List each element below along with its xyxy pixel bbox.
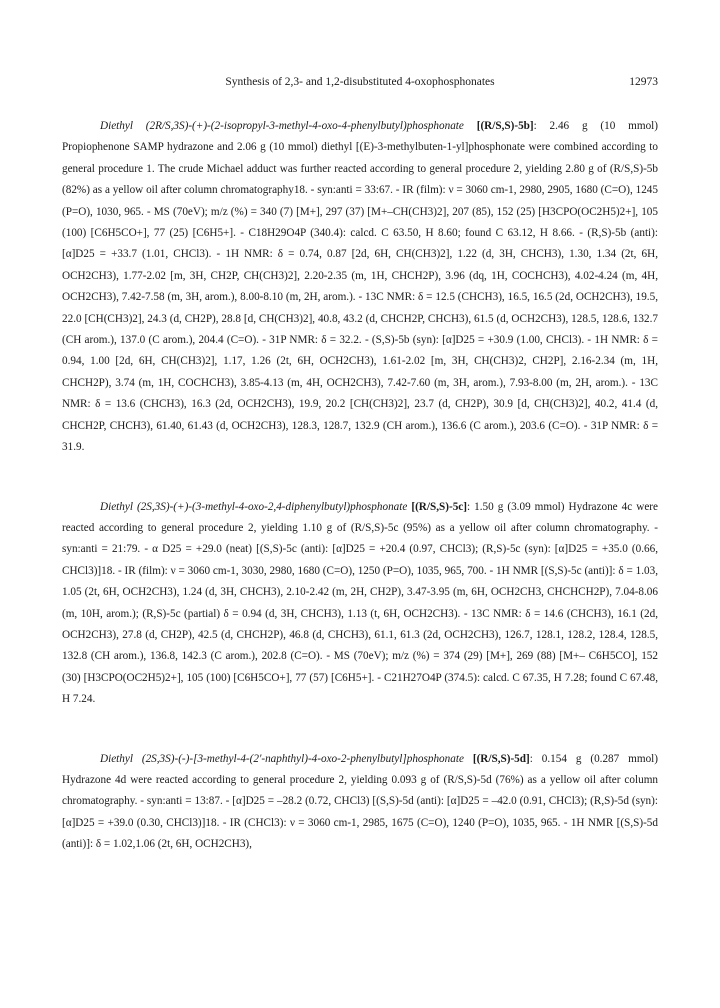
compound-name: Diethyl (2R/S,3S)-(+)-(2-isopropyl-3-methyl-4-oxo-4-phenylbutyl)phosphonate (100, 120, 464, 132)
paragraph-body: : 1.50 g (3.09 mmol) Hydrazone 4c were reacted according to general procedure 2, yielding 1.10 g of (R/S,S)-5c (95%) as a yellow oil after column chromatography. - syn:anti = 21:79. - α D25 = +29.0 (neat) [(S,S)-5c (anti): [α]D25 = +20.4 (0.97, CHCl3); (R,S)-5c (syn): [α]D25 = +35.0 (0.66, CHCl3)]18. - IR (film): ν = 3060 cm-1, 3030, 2980, 1680 (C=O), 1250 (P=O), 1035, 965, 700. - 1H NMR [(S,S)-5c (anti)]: δ = 1.03, 1.05 (2t, 6H, OCH2CH3), 1.24 (d, 3H, CHCH3), 2.10-2.42 (m, 2H, CH2P), 3.47-3.95 (m, 6H, OCH2CH3, CHCHCH2P), 7.04-8.06 (m, 10H, arom.); (R,S)-5c (partial) δ = 0.94 (d, 3H, CHCH3), 1.13 (t, 6H, OCH2CH3). - 13C NMR: δ = 14.6 (CHCH3), 16.1 (2d, OCH2CH3), 27.8 (d, CH2P), 42.5 (d, CHCH2P), 46.8 (d, CHCH3), 61.1, 61.3 (2d, OCH2CH3), 126.7, 128.1, 128.2, 128.4, 128.5, 132.8 (CH arom.), 136.8, 142.3 (C arom.), 202.8 (C=O). - MS (70eV); m/z (%) = 374 (29) [M+], 269 (88) [M+– C6H5CO], 152 (30) [H3CPO(OC2H5)2+], 105 (100) [C6H5CO+], 77 (57) [C6H5+]. - C21H27O4P (374.5): calcd. C 67.35, H 7.28; found C 67.48, H 7.24. (62, 500, 658, 706)
running-title: Synthesis of 2,3- and 1,2-disubstituted 4-oxophosphonates (225, 76, 495, 88)
compound-ref: [(R/S,S)-5b] (476, 120, 534, 132)
compound-name: Diethyl (2S,3S)-(+)-(3-methyl-4-oxo-2,4-diphenylbutyl)phosphonate (100, 500, 408, 513)
running-header (62, 76, 658, 94)
page-number: 12973 (629, 76, 658, 88)
paragraph-body: : 0.154 g (0.287 mmol) Hydrazone 4d were reacted according to general procedure 2, yielding 0.093 g of (R/S,S)-5d (76%) as a yellow oil after column chromatography. - syn:anti = 13:87. - [α]D25 = –28.2 (0.72, CHCl3) [(S,S)-5d (anti): [α]D25 = –42.0 (0.91, CHCl3); (R,S)-5d (syn): [α]D25 = +39.0 (0.30, CHCl3)]18. - IR (CHCl3): ν = 3060 cm-1, 2985, 1675 (C=O), 1240 (P=O), 1035, 965. - 1H NMR [(S,S)-5d (anti)]: δ = 1.02,1.06 (2t, 6H, OCH2CH3), (62, 752, 658, 851)
experimental-paragraph-5b (62, 116, 658, 459)
experimental-paragraph-5d (62, 749, 658, 856)
compound-ref: [(R/S,S)-5c] (411, 500, 467, 513)
experimental-paragraph-5c (62, 497, 658, 711)
compound-name: Diethyl (2S,3S)-(-)-[3-methyl-4-(2'-naphthyl)-4-oxo-2-phenylbutyl]phosphonate (100, 752, 464, 765)
compound-ref: [(R/S,S)-5d] (472, 752, 530, 765)
paragraph-body: : 2.46 g (10 mmol) Propiophenone SAMP hydrazone and 2.06 g (10 mmol) diethyl [(E)-3-methylbuten-1-yl]phosphonate were combined according to general procedure 1. The crude Michael adduct was further reacted according to general procedure 2, yielding 2.80 g of (R/S,S)-5b (82%) as a yellow oil after column chromatography18. - syn:anti = 33:67. - IR (film): ν = 3060 cm-1, 2980, 2905, 1680 (C=O), 1245 (P=O), 1030, 965. - MS (70eV); m/z (%) = 340 (7) [M+], 297 (37) [M+–CH(CH3)2], 207 (85), 152 (25) [H3CPO(OC2H5)2+], 105 (100) [C6H5CO+], 77 (25) [C6H5+]. - C18H29O4P (340.4): calcd. C 63.50, H 8.60; found C 63.12, H 8.66. - (R,S)-5b (anti): [α]D25 = +33.7 (1.01, CHCl3). - 1H NMR: δ = 0.74, 0.87 [2d, 6H, CH(CH3)2], 1.22 (d, 3H, CHCH3), 1.30, 1.34 (2t, 6H, OCH2CH3), 1.77-2.02 [m, 3H, CH2P, CH(CH3)2], 2.20-2.35 (m, 1H, CHCH2P), 3.96 (dq, 1H, COCHCH3), 4.02-4.24 (m, 4H, OCH2CH3), 7.42-7.58 (m, 3H, arom.), 8.00-8.10 (m, 2H, arom.). - 13C NMR: δ = 12.5 (CHCH3), 16.5, 16.5 (2d, OCH2CH3), 19.5, 22.0 [CH(CH3)2], 24.3 (d, CH2P), 28.8 [d, CH(CH3)2], 40.8, 43.2 (d, CHCH2P, CHCH3), 61.5 (d, OCH2CH3), 128.5, 128.6, 132.7 (CH arom.), 137.0 (C arom.), 204.4 (C=O). - 31P NMR: δ = 32.2. - (S,S)-5b (syn): [α]D25 = +30.9 (1.00, CHCl3). - 1H NMR: δ = 0.94, 1.00 [2d, 6H, CH(CH3)2], 1.17, 1.26 (2t, 6H, OCH2CH3), 1.61-2.02 [m, 3H, CH(CH3)2, CH2P], 2.16-2.34 (m, 1H, CHCH2P), 3.74 (m, 1H, COCHCH3), 3.85-4.13 (m, 4H, OCH2CH3), 7.42-7.60 (m, 3H, arom.), 7.93-8.00 (m, 2H, arom.). - 13C NMR: δ = 13.6 (CHCH3), 16.3 (2d, OCH2CH3), 19.9, 20.2 [CH(CH3)2], 23.7 (d, CH2P), 30.9 [d, CH(CH3)2], 40.2, 41.4 (d, CHCH2P, CHCH3), 61.40, 61.43 (d, OCH2CH3), 128.3, 128.7, 132.9 (CH arom.), 136.6 (C arom.), 203.6 (C=O). - 31P NMR: δ = 31.9. (62, 120, 658, 454)
